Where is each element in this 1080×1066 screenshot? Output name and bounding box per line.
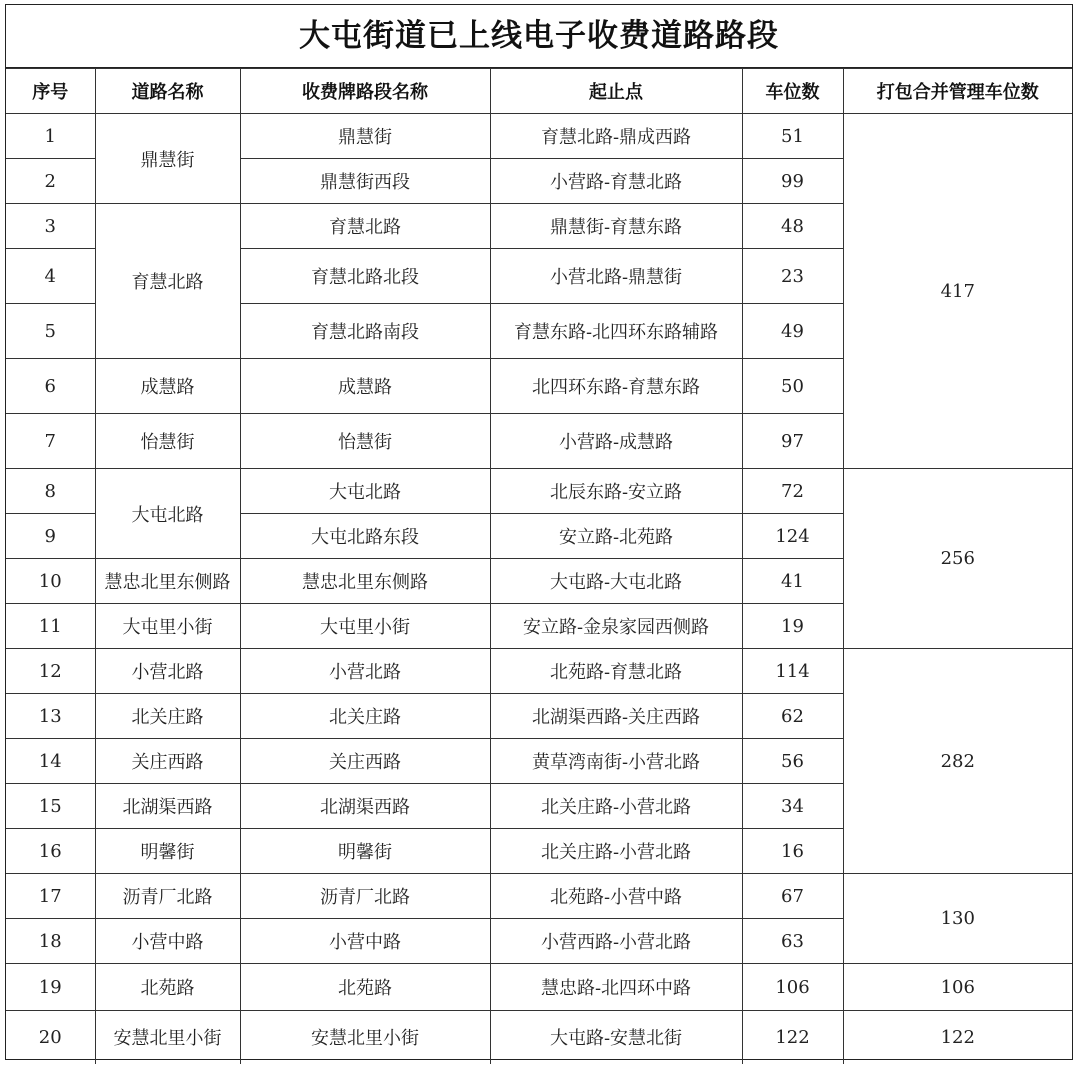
section-name: 育慧北路北段 <box>240 249 490 304</box>
spaces: 124 <box>742 514 843 559</box>
spaces: 99 <box>742 159 843 204</box>
header-spaces: 车位数 <box>742 69 843 114</box>
spaces: 23 <box>742 249 843 304</box>
section-name: 成慧路 <box>240 359 490 414</box>
row-no: 5 <box>6 304 95 359</box>
spaces: 63 <box>742 919 843 964</box>
road-name: 沥青厂北路 <box>95 874 240 919</box>
spaces: 48 <box>742 204 843 249</box>
row-no: 7 <box>6 414 95 469</box>
row-no: 20 <box>6 1011 95 1064</box>
table-row <box>6 469 1072 514</box>
spaces: 72 <box>742 469 843 514</box>
range: 安立路-北苑路 <box>490 514 742 559</box>
section-name: 北关庄路 <box>240 694 490 739</box>
road-name: 小营中路 <box>95 919 240 964</box>
bundle-total: 130 <box>843 874 1072 964</box>
range: 北关庄路-小营北路 <box>490 784 742 829</box>
page-title: 大屯街道已上线电子收费道路路段 <box>6 5 1072 68</box>
range: 慧忠路-北四环中路 <box>490 964 742 1011</box>
section-name: 怡慧街 <box>240 414 490 469</box>
section-name: 明馨街 <box>240 829 490 874</box>
road-name: 鼎慧街 <box>95 114 240 204</box>
spaces: 56 <box>742 739 843 784</box>
section-name: 育慧北路 <box>240 204 490 249</box>
section-name: 沥青厂北路 <box>240 874 490 919</box>
road-name: 安慧北里小街 <box>95 1011 240 1064</box>
range: 北湖渠西路-关庄西路 <box>490 694 742 739</box>
road-name: 大屯北路 <box>95 469 240 559</box>
header-road: 道路名称 <box>95 69 240 114</box>
row-no: 14 <box>6 739 95 784</box>
range: 育慧北路-鼎成西路 <box>490 114 742 159</box>
row-no: 9 <box>6 514 95 559</box>
road-name: 北关庄路 <box>95 694 240 739</box>
road-name: 明馨街 <box>95 829 240 874</box>
row-no: 11 <box>6 604 95 649</box>
range: 育慧东路-北四环东路辅路 <box>490 304 742 359</box>
road-name: 慧忠北里东侧路 <box>95 559 240 604</box>
header-no: 序号 <box>6 69 95 114</box>
row-no: 1 <box>6 114 95 159</box>
row-no: 10 <box>6 559 95 604</box>
section-name: 大屯里小街 <box>240 604 490 649</box>
range: 北辰东路-安立路 <box>490 469 742 514</box>
row-no: 4 <box>6 249 95 304</box>
section-name: 小营中路 <box>240 919 490 964</box>
range: 小营西路-小营北路 <box>490 919 742 964</box>
section-name: 大屯北路 <box>240 469 490 514</box>
row-no: 12 <box>6 649 95 694</box>
row-no: 13 <box>6 694 95 739</box>
row-no: 8 <box>6 469 95 514</box>
header-row <box>6 69 1072 114</box>
section-name: 小营北路 <box>240 649 490 694</box>
section-name: 育慧北路南段 <box>240 304 490 359</box>
section-name: 北苑路 <box>240 964 490 1011</box>
table-row <box>6 649 1072 694</box>
row-no: 17 <box>6 874 95 919</box>
header-range: 起止点 <box>490 69 742 114</box>
range: 小营路-育慧北路 <box>490 159 742 204</box>
spaces: 51 <box>742 114 843 159</box>
bundle-total: 417 <box>843 114 1072 469</box>
spaces: 34 <box>742 784 843 829</box>
road-name: 北苑路 <box>95 964 240 1011</box>
table-row <box>6 964 1072 1011</box>
spaces: 114 <box>742 649 843 694</box>
road-name: 怡慧街 <box>95 414 240 469</box>
bundle-total: 256 <box>843 469 1072 649</box>
section-name: 大屯北路东段 <box>240 514 490 559</box>
row-no: 15 <box>6 784 95 829</box>
range: 黄草湾南街-小营北路 <box>490 739 742 784</box>
range: 北关庄路-小营北路 <box>490 829 742 874</box>
range: 小营路-成慧路 <box>490 414 742 469</box>
range: 鼎慧街-育慧东路 <box>490 204 742 249</box>
spaces: 122 <box>742 1011 843 1064</box>
road-name: 关庄西路 <box>95 739 240 784</box>
row-no: 3 <box>6 204 95 249</box>
bundle-total: 282 <box>843 649 1072 874</box>
toll-road-table <box>6 68 1072 1064</box>
range: 安立路-金泉家园西侧路 <box>490 604 742 649</box>
range: 大屯路-安慧北街 <box>490 1011 742 1064</box>
document-frame <box>5 4 1073 1060</box>
bundle-total: 122 <box>843 1011 1072 1064</box>
table-row <box>6 874 1072 919</box>
header-section: 收费牌路段名称 <box>240 69 490 114</box>
table-row <box>6 114 1072 159</box>
spaces: 106 <box>742 964 843 1011</box>
road-name: 大屯里小街 <box>95 604 240 649</box>
range: 大屯路-大屯北路 <box>490 559 742 604</box>
range: 北苑路-小营中路 <box>490 874 742 919</box>
header-bundle: 打包合并管理车位数 <box>843 69 1072 114</box>
table-row <box>6 1011 1072 1064</box>
spaces: 50 <box>742 359 843 414</box>
section-name: 慧忠北里东侧路 <box>240 559 490 604</box>
section-name: 鼎慧街 <box>240 114 490 159</box>
spaces: 49 <box>742 304 843 359</box>
spaces: 41 <box>742 559 843 604</box>
range: 北四环东路-育慧东路 <box>490 359 742 414</box>
road-name: 成慧路 <box>95 359 240 414</box>
section-name: 安慧北里小街 <box>240 1011 490 1064</box>
spaces: 67 <box>742 874 843 919</box>
bundle-total: 106 <box>843 964 1072 1011</box>
road-name: 小营北路 <box>95 649 240 694</box>
section-name: 关庄西路 <box>240 739 490 784</box>
spaces: 62 <box>742 694 843 739</box>
spaces: 16 <box>742 829 843 874</box>
row-no: 16 <box>6 829 95 874</box>
road-name: 北湖渠西路 <box>95 784 240 829</box>
spaces: 97 <box>742 414 843 469</box>
section-name: 北湖渠西路 <box>240 784 490 829</box>
row-no: 18 <box>6 919 95 964</box>
row-no: 6 <box>6 359 95 414</box>
road-name: 育慧北路 <box>95 204 240 359</box>
spaces: 19 <box>742 604 843 649</box>
row-no: 19 <box>6 964 95 1011</box>
row-no: 2 <box>6 159 95 204</box>
range: 小营北路-鼎慧街 <box>490 249 742 304</box>
section-name: 鼎慧街西段 <box>240 159 490 204</box>
range: 北苑路-育慧北路 <box>490 649 742 694</box>
